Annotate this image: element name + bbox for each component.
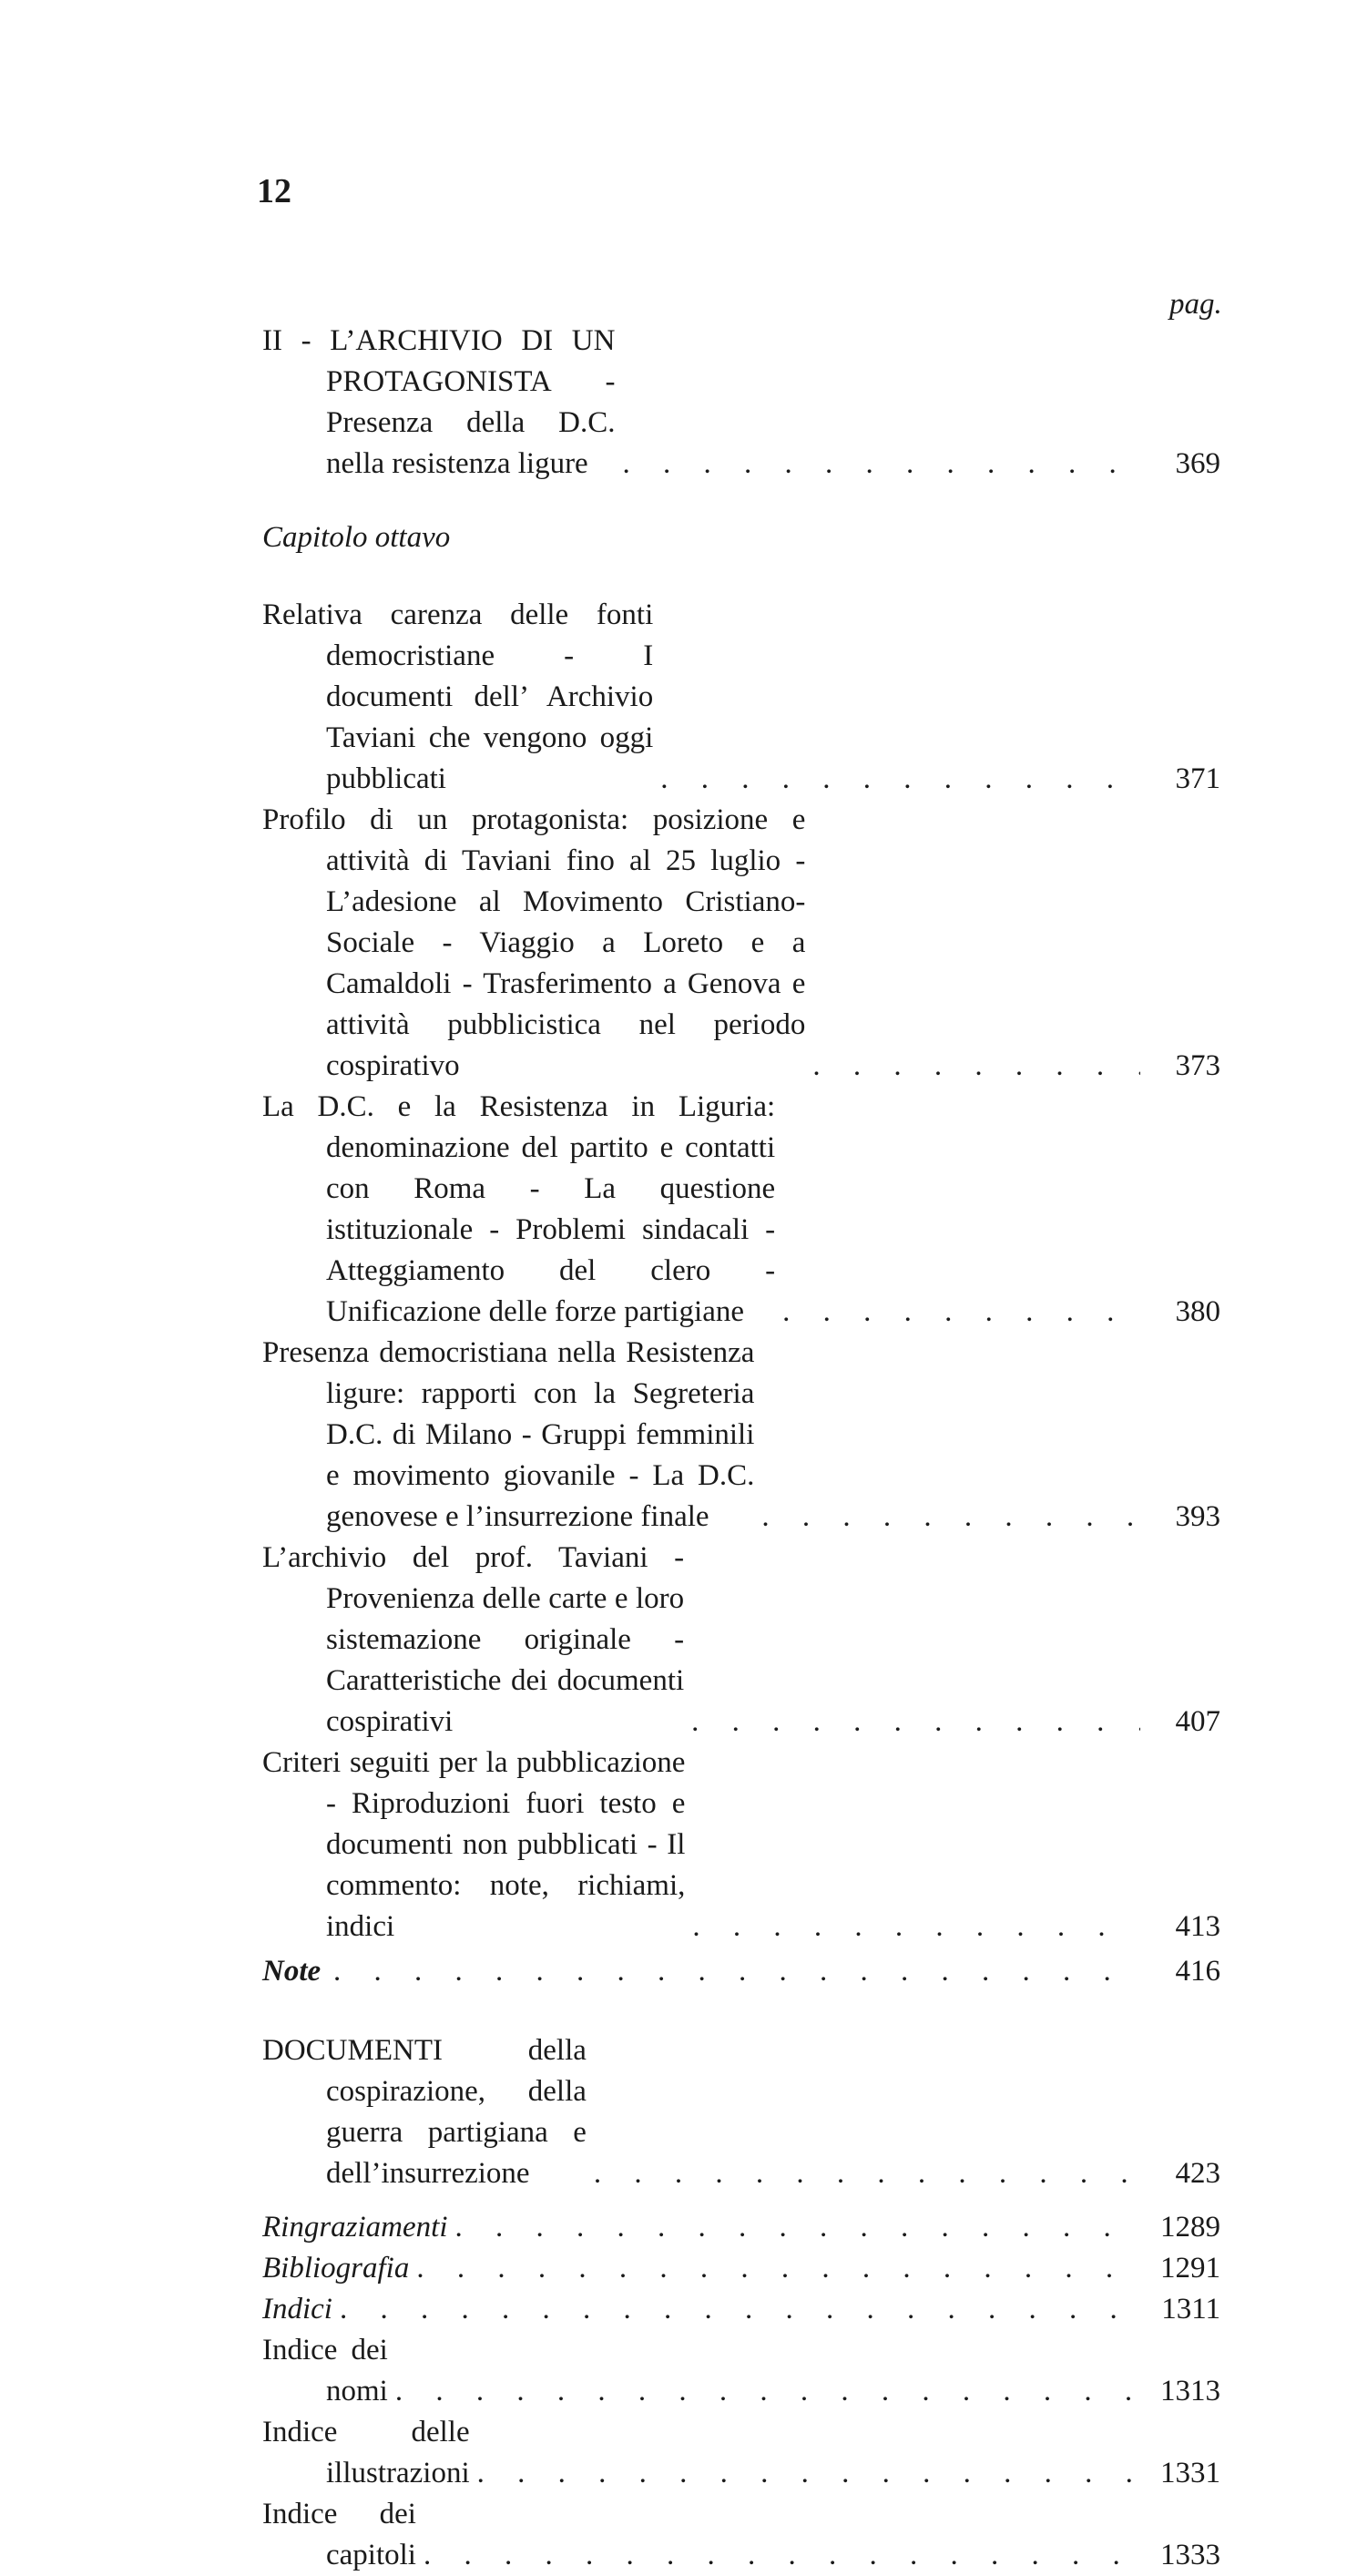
toc-entry-page: 369: [1175, 447, 1220, 480]
chapter-heading: Capitolo ottavo: [262, 521, 451, 554]
leader-dots: [615, 444, 1140, 485]
toc-entry-page: 407: [1175, 1705, 1220, 1738]
toc-entry-archivio[interactable]: [262, 321, 1220, 485]
toc-entry-text: L’archivio del prof. Taviani - Provenienza delle carte e loro sistemazione originale - Caratteristiche dei documenti cospirativi: [262, 1541, 685, 1738]
toc-entry-text: Bibliografia: [262, 2252, 410, 2285]
leader-dots: [754, 1497, 1140, 1538]
leader-dots: [332, 2289, 1140, 2330]
leader-dots: [470, 2453, 1140, 2494]
toc-entry-page: 423: [1175, 2157, 1220, 2190]
toc-entry-documenti[interactable]: [262, 2030, 1220, 2194]
toc-entry-text: Indice delle illustrazioni: [262, 2416, 470, 2489]
leader-dots: [653, 759, 1140, 800]
toc-entry[interactable]: [262, 1333, 1220, 1538]
page-column-label: pag.: [1169, 288, 1222, 321]
toc-entry-text: Indice dei nomi: [262, 2334, 388, 2407]
toc-entry-text: Indice dei capitoli: [262, 2498, 416, 2571]
toc-entry-page: 413: [1175, 1910, 1220, 1943]
leader-dots: [388, 2371, 1140, 2412]
toc-entry[interactable]: [262, 1087, 1220, 1333]
toc-entry-ringraziamenti[interactable]: [262, 2207, 1220, 2248]
toc-entry[interactable]: [262, 1538, 1220, 1743]
toc-entry-text: II - L’ARCHIVIO DI UN PROTAGONISTA - Presenza della D.C. nella resistenza ligure: [262, 324, 616, 480]
toc-entry[interactable]: [262, 595, 1220, 800]
toc-entry-text: Ringraziamenti: [262, 2211, 448, 2244]
toc-entry-indice-capitoli[interactable]: [262, 2494, 1220, 2576]
toc-entry-page: 416: [1175, 1955, 1220, 1988]
toc-entry-page: 371: [1175, 762, 1220, 795]
toc-entry-page: 393: [1175, 1500, 1220, 1533]
leader-dots: [685, 1906, 1140, 1947]
toc-entry-page: 1311: [1161, 2293, 1220, 2326]
toc-entry[interactable]: [262, 1743, 1220, 1947]
toc-entry-page: 1291: [1160, 2252, 1220, 2285]
final-entries: [262, 2207, 1220, 2576]
toc-entry-indici[interactable]: [262, 2289, 1220, 2330]
toc-entry-text: Relativa carenza delle fonti democristiane - I documenti dell’ Archivio Taviani che vengono oggi pubblicati: [262, 598, 654, 795]
toc-entry-bibliografia[interactable]: [262, 2248, 1220, 2289]
leader-dots: [684, 1702, 1140, 1743]
leader-dots: [775, 1292, 1140, 1333]
leader-dots: [409, 2248, 1140, 2289]
leader-dots: [587, 2153, 1140, 2194]
leader-dots: [805, 1046, 1140, 1087]
toc-entry-text: Indici: [262, 2293, 332, 2326]
toc-entry-page: 1289: [1160, 2211, 1220, 2244]
toc-entry-text: Criteri seguiti per la pubblicazione - Riproduzioni fuori testo e documenti non pubblicati - Il commento: note, richiami, indici: [262, 1746, 686, 1943]
leader-dots: [326, 1951, 1140, 1992]
toc-entry-text: DOCUMENTI della cospirazione, della guerra partigiana e dell’insurrezione: [262, 2034, 587, 2190]
toc-entry-page: 373: [1175, 1049, 1220, 1082]
toc-entry-indice-nomi[interactable]: [262, 2330, 1220, 2412]
toc-entry[interactable]: [262, 800, 1220, 1087]
toc-entry-page: 1313: [1160, 2375, 1220, 2407]
toc-entry-text: Profilo di un protagonista: posizione e attività di Taviani fino al 25 luglio - L’adesione al Movimento Cristiano-Sociale - Viaggio a Loreto e a Camaldoli - Trasferimento a Genova e attività pubblicistica nel periodo cospirativo: [262, 803, 806, 1082]
toc-entry-indice-illustrazioni[interactable]: [262, 2412, 1220, 2494]
toc-entry-page: 380: [1175, 1295, 1220, 1328]
toc-entry-page: 1331: [1160, 2457, 1220, 2489]
page-number: 12: [257, 172, 291, 210]
table-of-contents: [262, 321, 1220, 2576]
toc-entry-text: Presenza democristiana nella Resistenza ligure: rapporti con la Segreteria D.C. di Milano - Gruppi femminili e movimento giovanile - La D.C. genovese e l’insurrezione finale: [262, 1336, 755, 1533]
leader-dots: [416, 2535, 1140, 2576]
chapter-entries: [262, 595, 1220, 1947]
toc-entry-note[interactable]: Note . . . 416: [262, 1951, 1220, 1992]
toc-entry-text: La D.C. e la Resistenza in Liguria: denominazione del partito e contatti con Roma - La questione istituzionale - Problemi sindacali - Atteggiamento del clero - Unificazione delle forze partigiane: [262, 1090, 776, 1328]
leader-dots: [448, 2207, 1141, 2248]
toc-entry-page: 1333: [1160, 2539, 1220, 2571]
